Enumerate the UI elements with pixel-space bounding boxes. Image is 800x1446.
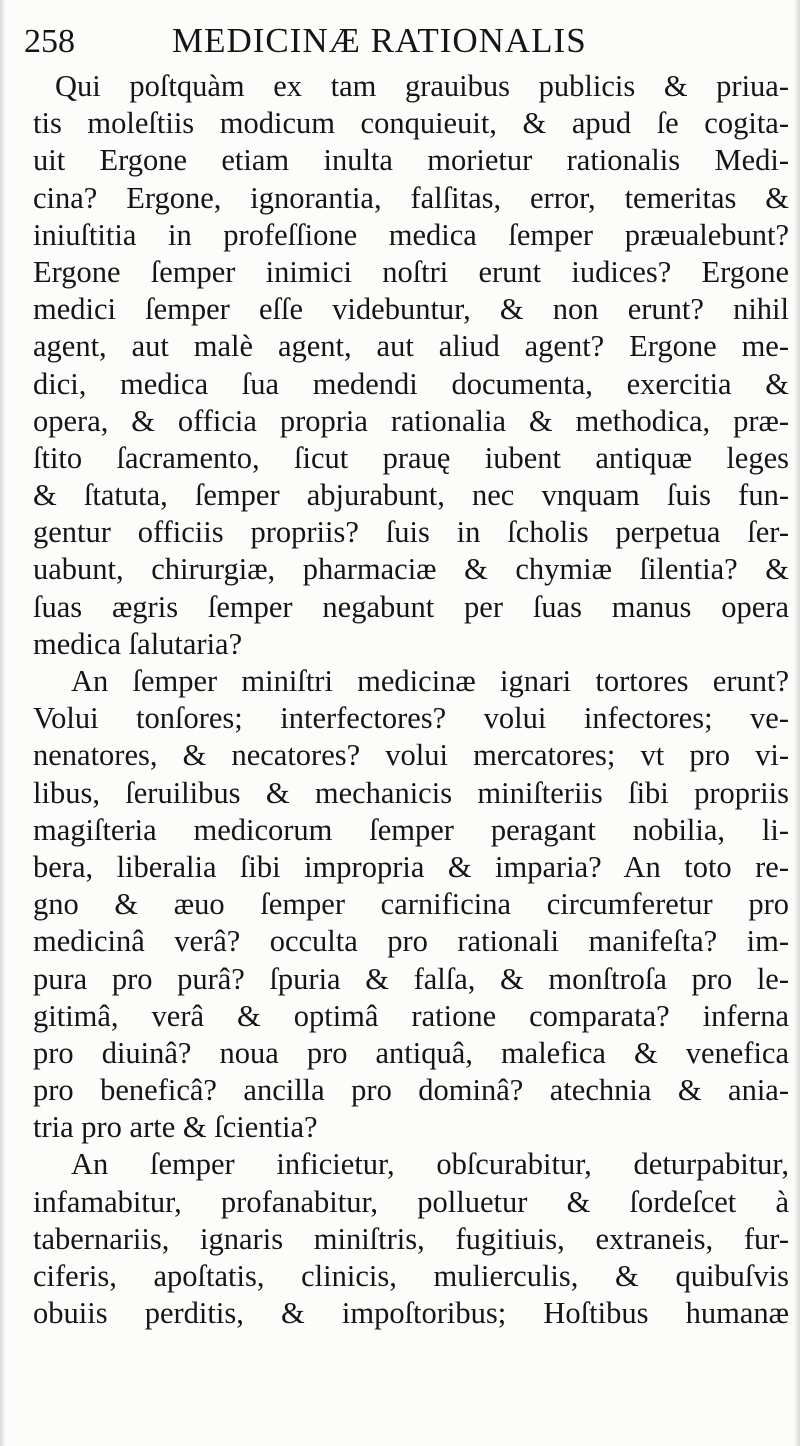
text-line: ciferis, apoſtatis, clinicis, mulierculis, & quibuſvis (33, 1259, 789, 1293)
text-line: medici ſemper eſſe videbuntur, & non erunt? nihil (33, 292, 789, 327)
text-line: tis moleſtiis modicum conquieuit, & apud ſe cogita- (33, 106, 789, 141)
text-line: An ſemper miniſtri medicinæ ignari tortores erunt? (71, 664, 789, 698)
text-line: Qui poſtquàm ex tam grauibus publicis & priua- (55, 69, 789, 103)
running-title: MEDICINÆ RATIONALIS (172, 21, 587, 60)
body-text (33, 68, 789, 1332)
text-line: An ſemper inficietur, obſcurabitur, deturpabitur, (71, 1147, 789, 1182)
text-line: gno & æuo ſemper carnificina circumferetur pro (33, 887, 789, 922)
text-line: & ſtatuta, ſemper abjurabunt, nec vnquam ſuis fun- (33, 478, 789, 513)
text-line: pura pro purâ? ſpuria & falſa, & monſtroſa pro le- (33, 961, 789, 996)
text-line: gentur officiis propriis? ſuis in ſcholis perpetua ſer- (33, 515, 789, 550)
text-line: pro beneficâ? ancilla pro dominâ? atechnia & ania- (33, 1073, 789, 1108)
text-line: medicinâ verâ? occulta pro rationali manifeſta? im- (33, 924, 789, 959)
text-line: libus, ſeruilibus & mechanicis miniſteriis ſibi propriis (33, 775, 789, 810)
text-line: nenatores, & necatores? volui mercatores; vt pro vi- (33, 738, 789, 773)
scan-edge-right (794, 0, 800, 1446)
scan-edge-left (0, 0, 6, 1446)
text-line: tabernariis, ignaris miniſtris, fugitiuis, extraneis, fur- (33, 1221, 789, 1256)
text-line: uabunt, chirurgiæ, pharmaciæ & chymiæ ſilentia? & (33, 552, 789, 587)
text-line: Ergone ſemper inimici noſtri erunt iudices? Ergone (33, 254, 789, 289)
text-line: bera, liberalia ſibi impropria & imparia? An toto re- (33, 849, 789, 884)
text-line: ſuas ægris ſemper negabunt per ſuas manus opera (33, 589, 789, 624)
text-line: infamabitur, profanabitur, polluetur & ſordeſcet à (33, 1184, 789, 1219)
text-line: opera, & officia propria rationalia & methodica, præ- (33, 403, 789, 438)
page-header (24, 14, 794, 64)
text-line: uit Ergone etiam inulta morietur rationalis Medi- (33, 143, 789, 178)
text-line: cina? Ergone, ignorantia, falſitas, error, temeritas & (33, 180, 789, 215)
page-number: 258 (24, 23, 75, 60)
text-line: ſtito ſacramento, ſicut prauę iubent antiquæ leges (33, 440, 789, 475)
text-line: Volui tonſores; interfectores? volui infectores; ve- (33, 701, 789, 736)
text-line: agent, aut malè agent, aut aliud agent? Ergone me- (33, 329, 789, 364)
text-line: dici, medica ſua medendi documenta, exercitia & (33, 366, 789, 401)
text-line: obuiis perditis, & impoſtoribus; Hoſtibus humanæ (33, 1296, 789, 1331)
text-line: gitimâ, verâ & optimâ ratione comparata? inferna (33, 998, 789, 1033)
text-line: iniuſtitia in profeſſione medica ſemper præualebunt? (33, 217, 789, 252)
text-line: magiſteria medicorum ſemper peragant nobilia, li- (33, 812, 789, 847)
text-line: pro diuinâ? noua pro antiquâ, malefica & venefica (33, 1035, 789, 1070)
text-line: medica ſalutaria? (33, 626, 243, 661)
text-line: tria pro arte & ſcientia? (33, 1110, 318, 1145)
